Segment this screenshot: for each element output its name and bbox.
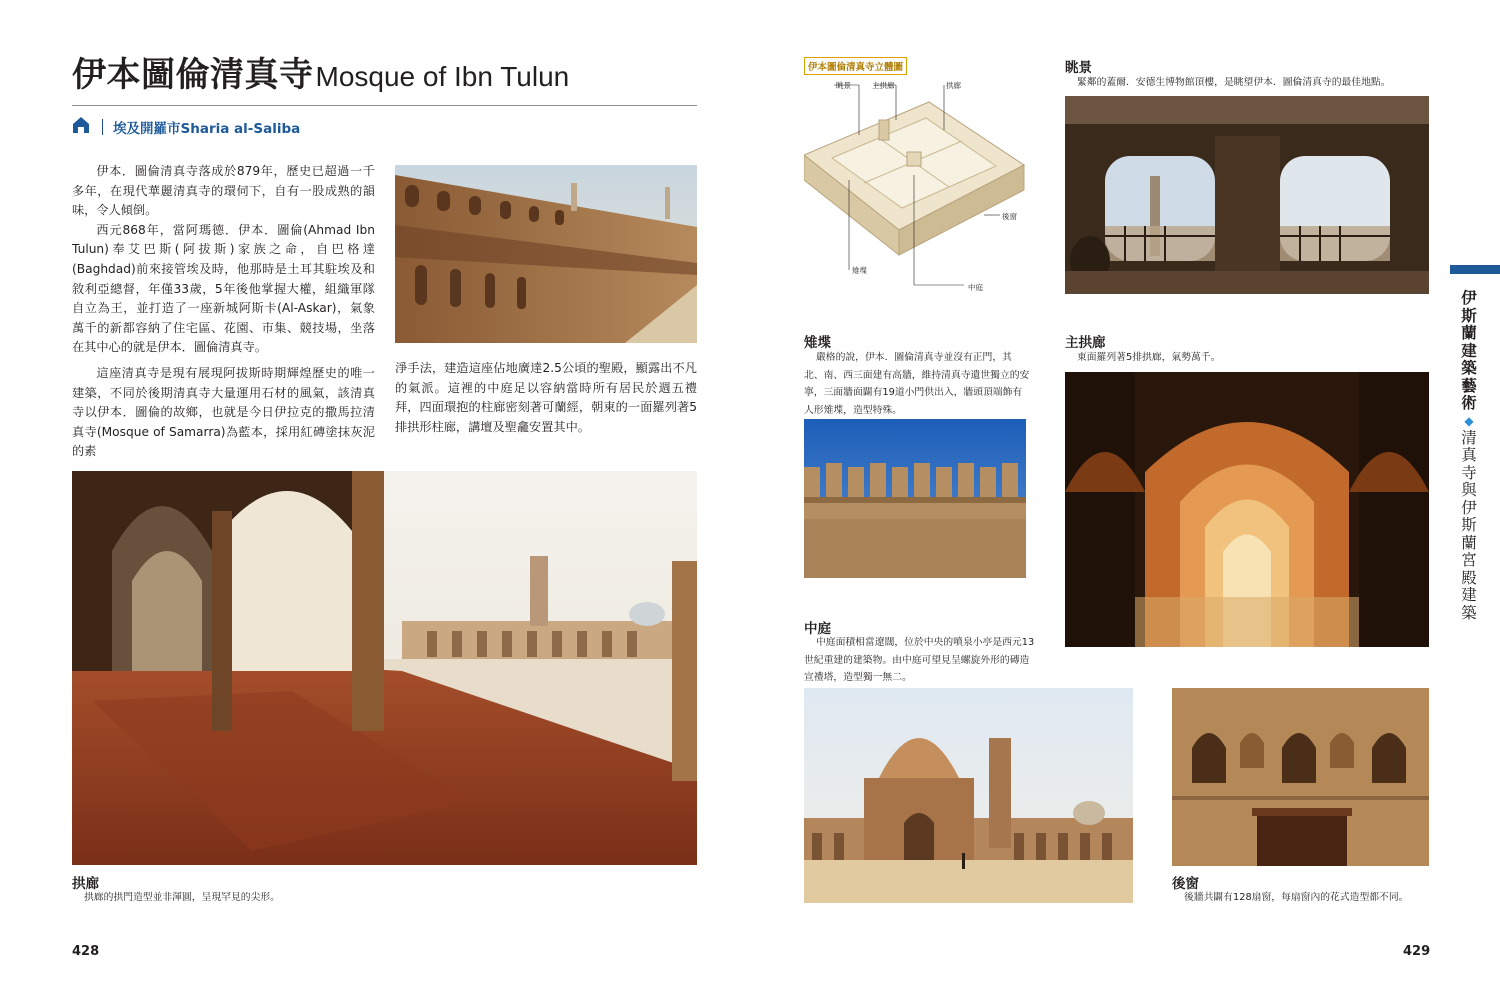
arcade-photo (72, 471, 697, 865)
title-divider (72, 105, 697, 106)
courtyard-heading: 中庭 (804, 621, 831, 637)
section-char: 建 (1461, 341, 1477, 360)
chapter-char: 築 (1461, 603, 1477, 622)
section-char: 伊 (1461, 289, 1477, 307)
chapter-char: 與 (1461, 481, 1477, 499)
section-char: 蘭 (1461, 324, 1477, 342)
title-english: Mosque of Ibn Tulun (315, 61, 570, 92)
location-text: 埃及開羅市Sharia al-Saliba (113, 121, 301, 137)
section-char: 藝 (1461, 376, 1477, 395)
chapter-char: 宮 (1461, 551, 1477, 569)
courtyard-photo (804, 688, 1133, 903)
back-window-photo (1172, 688, 1429, 866)
back-window-heading: 後窗 (1172, 876, 1199, 892)
diagram-title: 伊本圖倫清真寺立體圖 (804, 57, 907, 75)
battlement-text: 嚴格的說，伊本．圖倫清真寺並沒有正門，其北、南、西三面建有高牆，維持清真寺遺世獨立的安寧，三面牆面闢有19道小門供出入，牆頭頂端飾有人形雉堞，造型特殊。 (804, 352, 1030, 416)
main-arcade-heading: 主拱廊 (1065, 335, 1106, 351)
page-number-left: 428 (72, 944, 100, 959)
house-icon (72, 116, 90, 138)
chapter-char: 伊 (1461, 498, 1477, 517)
paragraph-intro: 伊本．圖倫清真寺落成於879年，歷史已超過一千多年，在現代華麗清真寺的環伺下，自有一股成熟的韻味，令人傾倒。 (72, 164, 375, 218)
page-number-right: 429 (1403, 944, 1431, 959)
section-tab-bar (1450, 265, 1500, 274)
title-chinese: 伊本圖倫清真寺 (72, 55, 314, 95)
back-window-text: 後牆共闢有128扇窗，每扇窗內的花式造型都不同。 (1184, 892, 1409, 903)
overlook-text: 緊鄰的蓋爾．安德生博物館頂樓，是眺望伊本．圖倫清真寺的最佳地點。 (1077, 77, 1391, 88)
chapter-name (1458, 430, 1480, 623)
main-arcade-text: 東面羅列著5排拱廊，氣勢萬千。 (1077, 352, 1221, 363)
paragraph-architecture: 這座清真寺是現有展現阿拔斯時期輝煌歷史的唯一建築，不同於後期清真寺大量運用石材的風氣，該清真寺以伊本．圖倫的故鄉，也就是今日伊拉克的撒馬拉清真寺(Mosque of Samarra)為藍本，採用紅磚塗抹灰泥的素 (72, 365, 375, 459)
section-char: 築 (1461, 359, 1477, 377)
page-title (72, 55, 570, 95)
battlement-heading: 雉堞 (804, 335, 831, 351)
diagram-label-back-window: 後窗 (1002, 212, 1017, 221)
chapter-char: 真 (1461, 446, 1477, 464)
diagram-label-main-arcade: 主拱廊 (872, 81, 895, 90)
diamond-icon: ◆ (1464, 413, 1474, 428)
chapter-char: 寺 (1461, 463, 1477, 482)
arcade-caption-heading: 拱廊 (72, 876, 99, 892)
chapter-char: 蘭 (1461, 533, 1477, 552)
arcade-caption-text: 拱廊的拱門造型並非渾圓，呈現罕見的尖形。 (84, 892, 280, 903)
chapter-char: 清 (1461, 428, 1477, 447)
chapter-char: 斯 (1461, 516, 1477, 534)
overlook-photo (1065, 96, 1429, 294)
wall-photo (395, 165, 697, 343)
battlement-photo (804, 419, 1026, 578)
chapter-char: 建 (1461, 586, 1477, 604)
section-name (1458, 290, 1480, 413)
mosque-diagram (804, 80, 1032, 295)
section-tab (1458, 290, 1480, 622)
body-column-2 (395, 359, 697, 437)
main-arcade-photo (1065, 372, 1429, 647)
section-char: 斯 (1461, 306, 1477, 325)
body-column-1 (72, 162, 375, 462)
diagram-label-arcade: 拱廊 (946, 81, 961, 90)
paragraph-history: 西元868年，當阿瑪德．伊本．圖倫(Ahmad Ibn Tulun)奉艾巴斯(阿拔斯)家族之命，自巴格達(Baghdad)前來接管埃及時，他那時是土耳其駐埃及和敘利亞總督，年僅33歲，5年後他掌握大權，組織軍隊自立為王，並打造了一座新城阿斯卡(Al-Askar)，氣象萬千的新都容納了住宅區、花園、市集、競技場，坐落在其中心的就是伊本．圖倫清真寺。 (72, 222, 375, 355)
courtyard-text: 中庭面積相當遼闊，位於中央的噴泉小亭是西元13世紀重建的建築物。由中庭可望見呈螺旋外形的磚造宣禮塔，造型獨一無二。 (804, 637, 1035, 683)
overlook-heading: 眺景 (1065, 60, 1092, 76)
section-char: 術 (1461, 394, 1477, 412)
diagram-label-battlement: 雉堞 (852, 266, 867, 275)
location-separator (102, 119, 103, 135)
diagram-label-minaret: 眺景 (836, 81, 851, 90)
paragraph-continued: 淨手法，建造這座佔地廣達2.5公頃的聖殿，顯露出不凡的氣派。這裡的中庭足以容納當時所有居民於週五禮拜，四面環抱的柱廊密刻著可蘭經，朝東的一面羅列著5排拱形柱廊，講壇及聖龕安置其中。 (395, 361, 697, 434)
location-line (72, 116, 300, 138)
diagram-label-courtyard: 中庭 (968, 283, 983, 292)
chapter-char: 殿 (1461, 568, 1477, 587)
